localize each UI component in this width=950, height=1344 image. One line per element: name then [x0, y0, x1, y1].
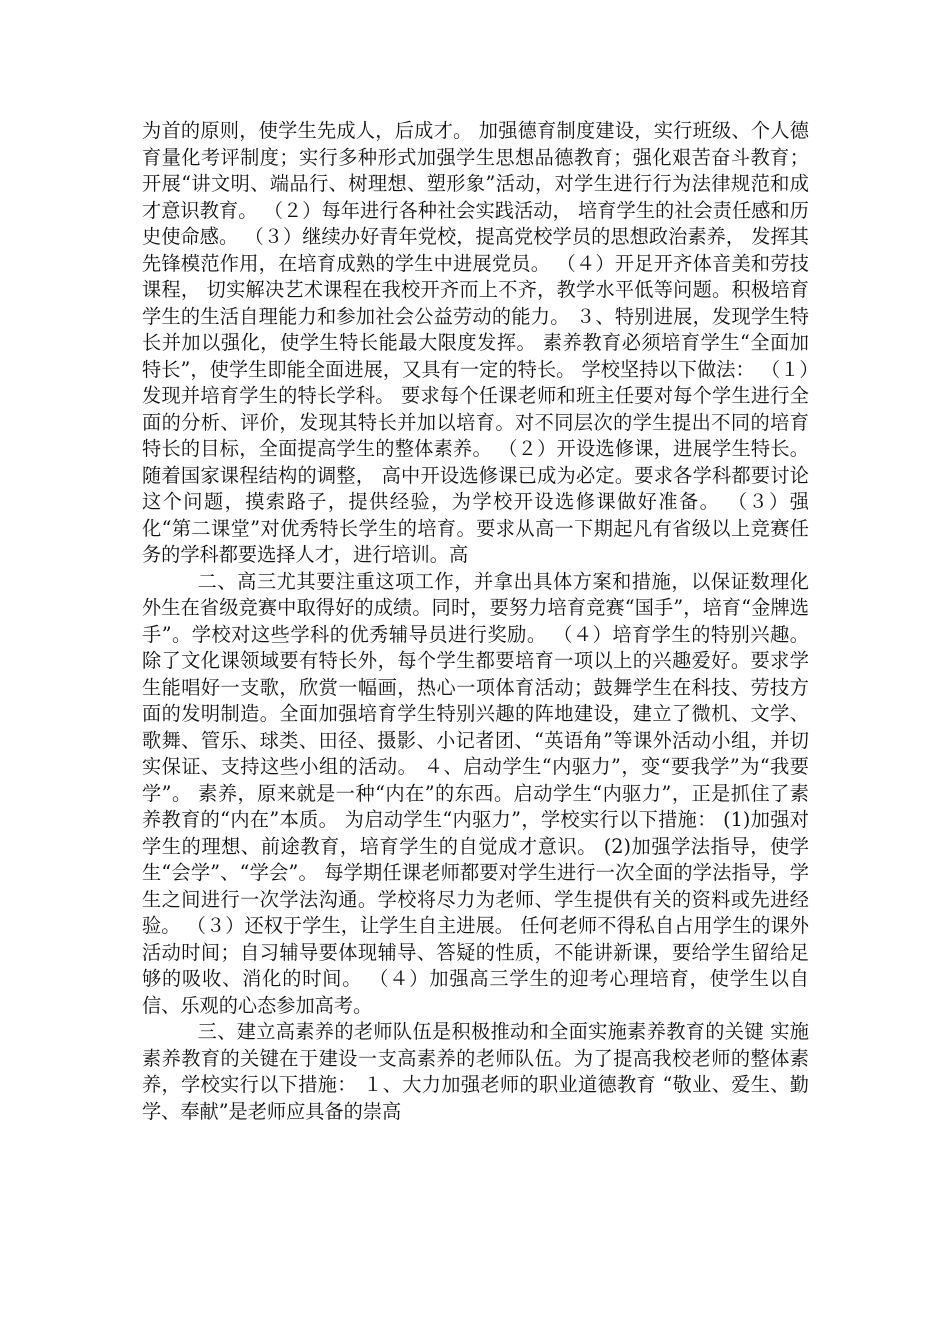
document-page [142, 118, 809, 1125]
paragraph-3: 三、建立高素养的老师队伍是积极推动和全面实施素养教育的关键 实施素养教育的关键在于建设一支高素养的老师队伍。为了提高我校老师的整体素养，学校实行以下措施： １、大力加强老师的职业道德教育 “敬业、爱生、勤学、奉献”是老师应具备的崇高 [142, 1020, 809, 1123]
paragraph-2: 二、高三尤其要注重这项工作，并拿出具体方案和措施，以保证数理化外生在省级竞赛中取得好的成绩。同时，要努力培育竞赛“国手”，培育“金牌选手”。学校对这些学科的优秀辅导员进行奖励。 （４）培育学生的特别兴趣。除了文化课领域要有特长外，每个学生都要培育一项以上的兴趣爱好。要求学生能唱好一支歌，欣赏一幅画，热心一项体育活动；鼓舞学生在科技、劳技方面的发明制造。全面加强培育学生特别兴趣的阵地建设，建立了微机、文学、歌舞、管乐、球类、田径、摄影、小记者团、“英语角”等课外活动小组，并切实保证、支持这些小组的活动。 ４、启动学生“内驱力”，变“要我学”为“我要学”。 素养，原来就是一种“内在”的东西。启动学生“内驱力”，正是抓住了素养教育的“内在”本质。 为启动学生“内驱力”，学校实行以下措施： (1)加强对学生的理想、前途教育，培育学生的自觉成才意识。 (2)加强学法指导，使学生“会学”、“学会”。 每学期任课老师都要对学生进行一次全面的学法指导，学生之间进行一次学法沟通。学校将尽力为老师、学生提供有关的资料或先进经验。 （３）还权于学生，让学生自主进展。 任何老师不得私自占用学生的课外活动时间；自习辅导要体现辅导、答疑的性质，不能讲新课，要给学生留给足够的吸收、消化的时间。 （４）加强高三学生的迎考心理培育，使学生以自信、乐观的心态参加高考。 [142, 569, 809, 1017]
paragraph-1: 为首的原则，使学生先成人，后成才。 加强德育制度建设，实行班级、个人德育量化考评制度；实行多种形式加强学生思想品德教育；强化艰苦奋斗教育；开展“讲文明、端品行、树理想、塑形象”活动，对学生进行行为法律规范和成才意识教育。 （２）每年进行各种社会实践活动， 培育学生的社会责任感和历史使命感。 （３）继续办好青年党校，提高党校学员的思想政治素养， 发挥其先锋模范作用，在培育成熟的学生中进展党员。 （４）开足开齐体音美和劳技课程， 切实解决艺术课程在我校开齐而上不齐，教学水平低等问题。积极培育学生的生活自理能力和参加社会公益劳动的能力。 ３、特别进展，发现学生特长并加以强化，使学生特长能最大限度发挥。 素养教育必须培育学生“全面加特长”，使学生即能全面进展，又具有一定的特长。 学校坚持以下做法： （１）发现并培育学生的特长学科。 要求每个任课老师和班主任要对每个学生进行全面的分析、评价，发现其特长并加以培育。对不同层次的学生提出不同的培育特长的目标，全面提高学生的整体素养。 （２）开设选修课，进展学生特长。随着国家课程结构的调整， 高中开设选修课已成为必定。要求各学科都要讨论这个问题，摸索路子，提供经验，为学校开设选修课做好准备。 （３）强化“第二课堂”对优秀特长学生的培育。要求从高一下期起凡有省级以上竞赛任务的学科都要选择人才，进行培训。高 [142, 119, 809, 566]
